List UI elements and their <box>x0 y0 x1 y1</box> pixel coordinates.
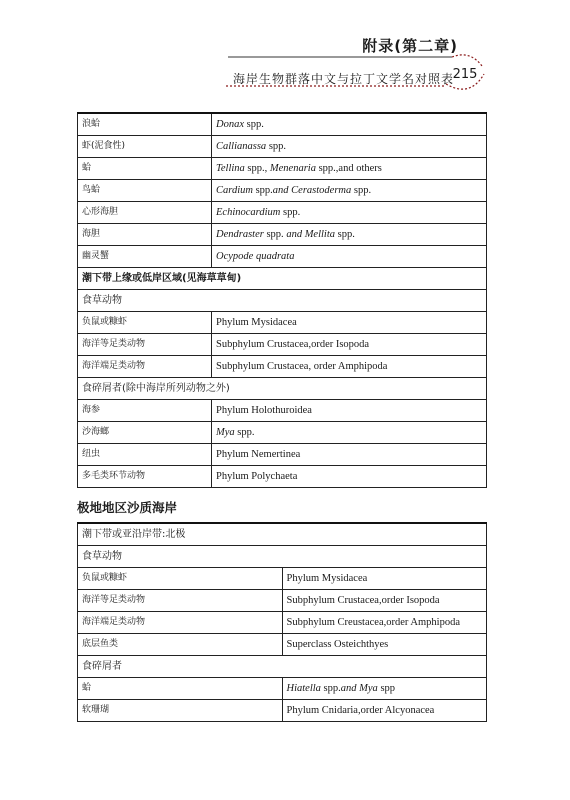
latin-name-segment: Subphylum Crustacea,order Isopoda <box>216 339 370 350</box>
table-row <box>78 224 487 246</box>
latin-name-segment: Phylum Mysidacea <box>216 317 297 328</box>
latin-name-segment: and Mya <box>340 683 378 694</box>
latin-name-segment: Phylum Polychaeta <box>216 471 298 482</box>
page-number: 215 <box>452 67 478 82</box>
latin-name-segment: Subphylum Crustacea, order Amphipoda <box>216 361 388 372</box>
latin-name-segment: Tellina <box>216 163 245 174</box>
table-row <box>78 290 487 312</box>
header-subtitle: 海岸生物群落中文与拉丁文学名对照表 <box>232 72 454 86</box>
chinese-name-cell: 底层鱼类 <box>78 634 283 656</box>
table-row <box>78 356 487 378</box>
latin-name-segment: Phylum Nemertinea <box>216 449 301 460</box>
latin-name-segment: spp <box>377 683 396 694</box>
chinese-name-cell: 海参 <box>78 400 212 422</box>
table-row <box>78 400 487 422</box>
latin-name-cell <box>212 400 487 422</box>
table-row <box>78 466 487 488</box>
latin-name-segment: Menenaria <box>269 163 316 174</box>
latin-name-segment: Subphylum Crustacea,order Isopoda <box>286 595 440 606</box>
table-row <box>78 312 487 334</box>
chinese-name-cell: 心形海胆 <box>78 202 212 224</box>
latin-name-cell <box>212 246 487 268</box>
section-row-label: 食碎屑者(除中海岸所列动物之外) <box>78 378 487 400</box>
latin-name-segment: and Cerastoderma <box>272 185 352 196</box>
chinese-name-cell: 海胆 <box>78 224 212 246</box>
table-row <box>78 634 487 656</box>
section-heading: 极地地区沙质海岸 <box>77 500 178 515</box>
latin-name-segment: Superclass Osteichthyes <box>286 639 389 650</box>
page-header <box>0 0 570 100</box>
section-row-label: 潮下带或亚沿岸带:北极 <box>78 523 487 546</box>
latin-name-cell <box>282 634 487 656</box>
latin-name-cell <box>212 334 487 356</box>
chinese-name-cell: 海洋等足类动物 <box>78 590 283 612</box>
latin-name-segment: Donax <box>216 119 244 130</box>
table-row <box>78 678 487 700</box>
latin-name-segment: Cardium <box>216 185 253 196</box>
latin-name-segment: spp. <box>244 119 264 130</box>
chinese-name-cell: 海洋等足类动物 <box>78 334 212 356</box>
section-row-label: 食碎屑者 <box>78 656 487 678</box>
chinese-name-cell: 软珊瑚 <box>78 700 283 722</box>
table-row <box>78 202 487 224</box>
chinese-name-cell: 海洋端足类动物 <box>78 612 283 634</box>
latin-name-cell <box>212 444 487 466</box>
chinese-name-cell: 虾(泥食性) <box>78 136 212 158</box>
latin-name-segment: Ocypode quadrata <box>216 251 295 262</box>
chinese-name-cell: 浪蛤 <box>78 113 212 136</box>
table-row <box>78 268 487 290</box>
section-row-label: 食草动物 <box>78 546 487 568</box>
chinese-name-cell: 负鼠或糠虾 <box>78 312 212 334</box>
chinese-name-cell: 负鼠或糠虾 <box>78 568 283 590</box>
table-row <box>78 612 487 634</box>
header-title: 附录(第二章) <box>362 37 458 55</box>
latin-name-segment: spp. <box>266 141 287 152</box>
table-row <box>78 444 487 466</box>
table-row <box>78 113 487 136</box>
latin-name-cell <box>212 158 487 180</box>
latin-name-cell <box>212 422 487 444</box>
latin-name-cell <box>212 224 487 246</box>
latin-name-segment: Phylum Holothuroidea <box>216 405 312 416</box>
table-row <box>78 378 487 400</box>
latin-name-segment: Phylum Mysidacea <box>286 573 368 584</box>
latin-name-cell <box>212 136 487 158</box>
latin-name-segment: spp. <box>263 229 287 240</box>
latin-name-segment: spp. <box>351 185 372 196</box>
chinese-name-cell: 纽虫 <box>78 444 212 466</box>
chinese-name-cell: 海洋端足类动物 <box>78 356 212 378</box>
table-row <box>78 136 487 158</box>
latin-name-segment: spp. <box>234 427 255 438</box>
latin-name-segment: Dendraster <box>216 229 264 240</box>
table-row <box>78 568 487 590</box>
latin-name-cell <box>212 356 487 378</box>
table-row <box>78 158 487 180</box>
table-row <box>78 590 487 612</box>
chinese-name-cell: 多毛类环节动物 <box>78 466 212 488</box>
latin-name-segment: and Mellita <box>286 229 336 240</box>
name-table-1 <box>77 112 487 488</box>
latin-name-cell <box>282 590 487 612</box>
table-row <box>78 523 487 546</box>
chinese-name-cell: 蛤 <box>78 158 212 180</box>
chinese-name-cell: 沙海螂 <box>78 422 212 444</box>
latin-name-segment: spp. <box>335 229 355 240</box>
table-row <box>78 656 487 678</box>
latin-name-segment: Hiatella <box>286 683 321 694</box>
section-row-label: 潮下带上缘或低岸区域(见海草草甸) <box>78 268 487 290</box>
latin-name-cell <box>282 678 487 700</box>
latin-name-segment: spp. <box>252 185 273 196</box>
latin-name-segment: spp. <box>320 683 341 694</box>
latin-name-segment: spp., <box>244 163 270 174</box>
latin-name-cell <box>282 568 487 590</box>
latin-name-segment: spp. <box>280 207 301 218</box>
latin-name-cell <box>212 180 487 202</box>
latin-name-segment: Subphylum Creustacea,order Amphipoda <box>286 617 461 628</box>
latin-name-cell <box>212 202 487 224</box>
chinese-name-cell: 幽灵蟹 <box>78 246 212 268</box>
section-row-label: 食草动物 <box>78 290 487 312</box>
latin-name-cell <box>282 700 487 722</box>
latin-name-cell <box>212 113 487 136</box>
name-table-2 <box>77 522 487 722</box>
latin-name-cell <box>282 612 487 634</box>
chinese-name-cell: 鸟蛤 <box>78 180 212 202</box>
latin-name-segment: spp.,and others <box>315 163 382 174</box>
chinese-name-cell: 蛤 <box>78 678 283 700</box>
table-row <box>78 180 487 202</box>
table-row <box>78 700 487 722</box>
table-row <box>78 246 487 268</box>
table-row <box>78 546 487 568</box>
latin-name-cell <box>212 312 487 334</box>
latin-name-segment: Phylum Cnidaria,order Alcyonacea <box>286 705 435 716</box>
latin-name-cell <box>212 466 487 488</box>
table-row <box>78 422 487 444</box>
table-row <box>78 334 487 356</box>
latin-name-segment: Echinocardium <box>216 207 281 218</box>
latin-name-segment: Callianassa <box>216 141 267 152</box>
latin-name-segment: Mya <box>216 427 235 438</box>
